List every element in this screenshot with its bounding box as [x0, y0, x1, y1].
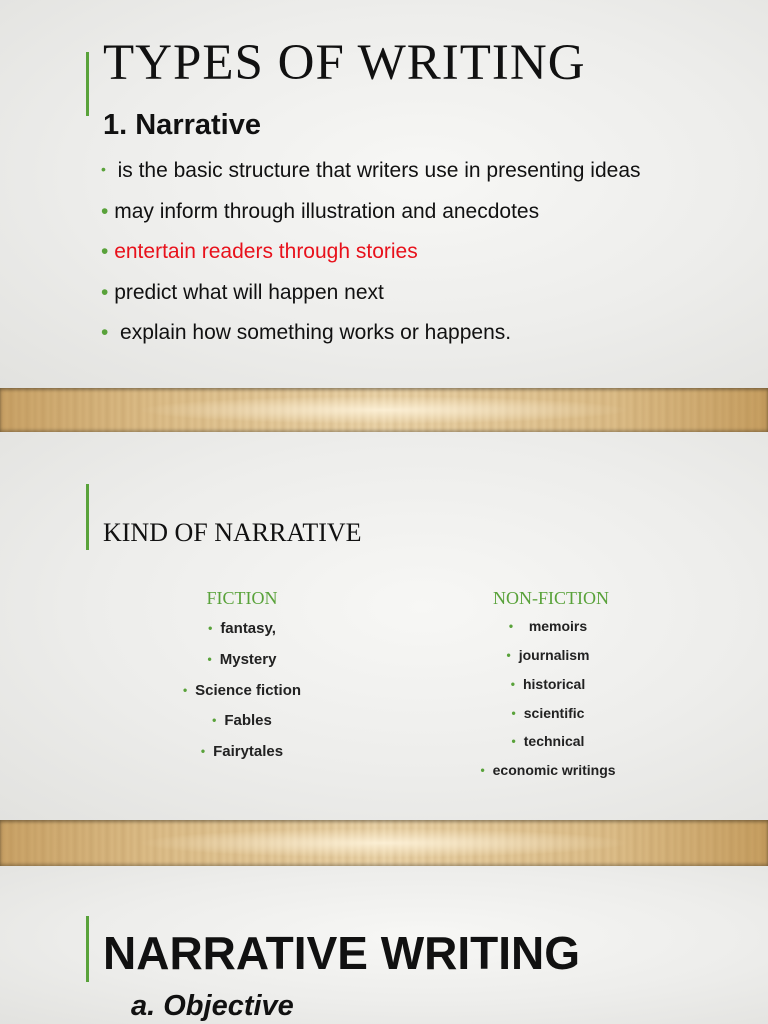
- bullet-icon: •: [101, 321, 109, 344]
- bullet-icon: •: [207, 652, 212, 666]
- fiction-item: • Fairytales: [200, 743, 284, 760]
- bullet-icon: •: [506, 648, 511, 662]
- slide-kind-of-narrative: [0, 432, 768, 820]
- bullet-icon: •: [208, 621, 213, 635]
- accent-bar: [86, 484, 89, 550]
- bullet-item: [101, 240, 418, 264]
- bullet-icon: •: [101, 161, 106, 177]
- fiction-heading: FICTION: [206, 588, 278, 608]
- slide-title: NARRATIVE WRITING: [103, 927, 581, 979]
- nonfiction-item: • historical: [510, 676, 586, 692]
- nonfiction-item: • economic writings: [480, 762, 616, 778]
- bullet-text: predict what will happen next: [114, 281, 384, 304]
- bullet-icon: •: [182, 683, 188, 697]
- accent-bar: [86, 916, 89, 982]
- bullet-icon: •: [508, 619, 514, 633]
- fiction-item: • fantasy,: [208, 620, 276, 637]
- bullet-item: [101, 321, 511, 345]
- nonfiction-item: • scientific: [511, 705, 585, 721]
- bullet-icon: •: [101, 200, 109, 223]
- nonfiction-item: • journalism: [506, 647, 590, 663]
- wood-divider: [0, 388, 768, 432]
- fiction-item: • Science fiction: [182, 682, 302, 699]
- slide-narrative-writing: [0, 866, 768, 1024]
- bullet-icon: •: [212, 713, 217, 727]
- slide-subtitle: 1. Narrative: [103, 109, 261, 141]
- slide-title: TYPES OF WRITING: [103, 35, 586, 91]
- slide-types-of-writing: [0, 0, 768, 388]
- bullet-text: explain how something works or happens.: [120, 321, 512, 344]
- bullet-icon: •: [101, 240, 109, 263]
- bullet-item: [101, 281, 384, 305]
- bullet-text-highlighted: entertain readers through stories: [114, 240, 418, 263]
- bullet-icon: •: [101, 281, 109, 304]
- fiction-item: • Mystery: [207, 651, 277, 668]
- bullet-icon: •: [511, 706, 516, 720]
- bullet-text: is the basic structure that writers use in presenting ideas: [117, 159, 641, 182]
- nonfiction-heading: NON-FICTION: [493, 588, 609, 608]
- wood-divider: [0, 820, 768, 866]
- nonfiction-item: • technical: [511, 733, 585, 749]
- fiction-item: • Fables: [212, 712, 272, 729]
- nonfiction-item: • memoirs: [508, 618, 588, 634]
- bullet-item: [101, 200, 539, 224]
- bullet-icon: •: [480, 763, 485, 777]
- bullet-item: [101, 159, 641, 183]
- bullet-icon: •: [200, 744, 206, 758]
- slide-title: KIND OF NARRATIVE: [103, 518, 362, 547]
- bullet-icon: •: [511, 734, 516, 748]
- slide-subtitle: a. Objective: [131, 990, 294, 1022]
- bullet-icon: •: [510, 677, 515, 691]
- bullet-text: may inform through illustration and anecdotes: [114, 200, 540, 223]
- accent-bar: [86, 52, 89, 116]
